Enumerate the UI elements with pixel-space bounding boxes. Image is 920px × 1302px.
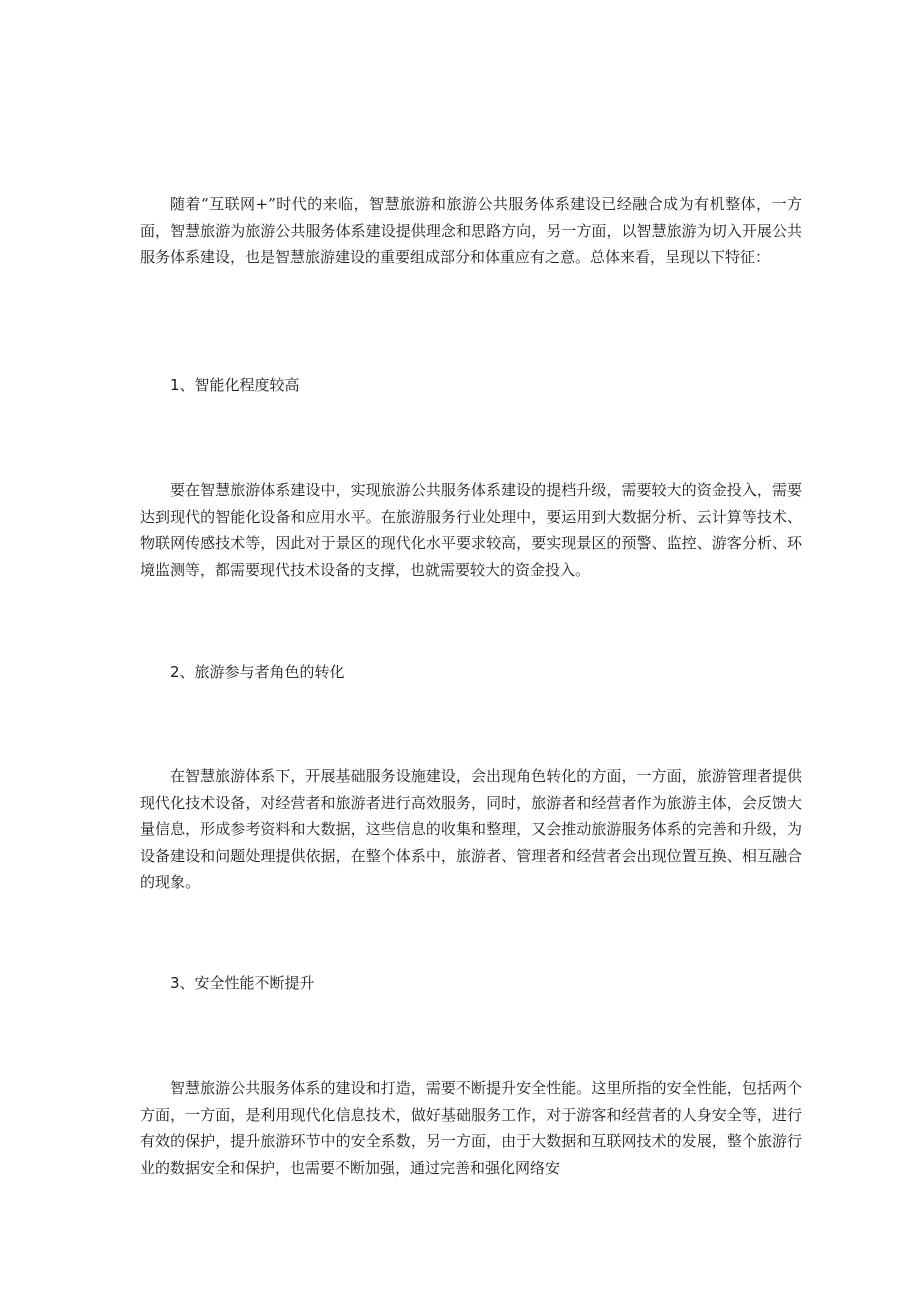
intro-paragraph: 随着“互联网+”时代的来临，智慧旅游和旅游公共服务体系建设已经融合成为有机整体，一方面，智慧旅游为旅游公共服务体系建设提供理念和思路方向，另一方面，以智慧旅游为切入开展公共服务体系建设，也是智慧旅游建设的重要组成部分和体重应有之意。总体来看，呈现以下特征： <box>140 195 802 266</box>
section-heading-3: 3、安全性能不断提升 <box>170 974 315 992</box>
section-1-paragraph: 要在智慧旅游体系建设中，实现旅游公共服务体系建设的提档升级，需要较大的资金投入，需要达到现代的智能化设备和应用水平。在旅游服务行业处理中，要运用到大数据分析、云计算等技术、物联网传感技术等，因此对于景区的现代化水平要求较高，要实现景区的预警、监控、游客分析、环境监测等，都需要现代技术设备的支撑，也就需要较大的资金投入。 <box>140 481 802 579</box>
section-heading-1: 1、智能化程度较高 <box>170 376 300 394</box>
section-heading-2: 2、旅游参与者角色的转化 <box>170 663 345 681</box>
section-2-paragraph: 在智慧旅游体系下，开展基础服务设施建设，会出现角色转化的方面，一方面，旅游管理者提供现代化技术设备，对经营者和旅游者进行高效服务，同时，旅游者和经营者作为旅游主体，会反馈大量信息，形成参考资料和大数据，这些信息的收集和整理，又会推动旅游服务体系的完善和升级，为设备建设和问题处理提供依据，在整个体系中，旅游者、管理者和经营者会出现位置互换、相互融合的现象。 <box>140 767 802 891</box>
section-3-paragraph: 智慧旅游公共服务体系的建设和打造，需要不断提升安全性能。这里所指的安全性能，包括两个方面，一方面，是利用现代化信息技术，做好基础服务工作，对于游客和经营者的人身安全等，进行有效的保护，提升旅游环节中的安全系数，另一方面，由于大数据和互联网技术的发展，整个旅游行业的数据安全和保护，也需要不断加强，通过完善和强化网络安 <box>140 1079 802 1177</box>
